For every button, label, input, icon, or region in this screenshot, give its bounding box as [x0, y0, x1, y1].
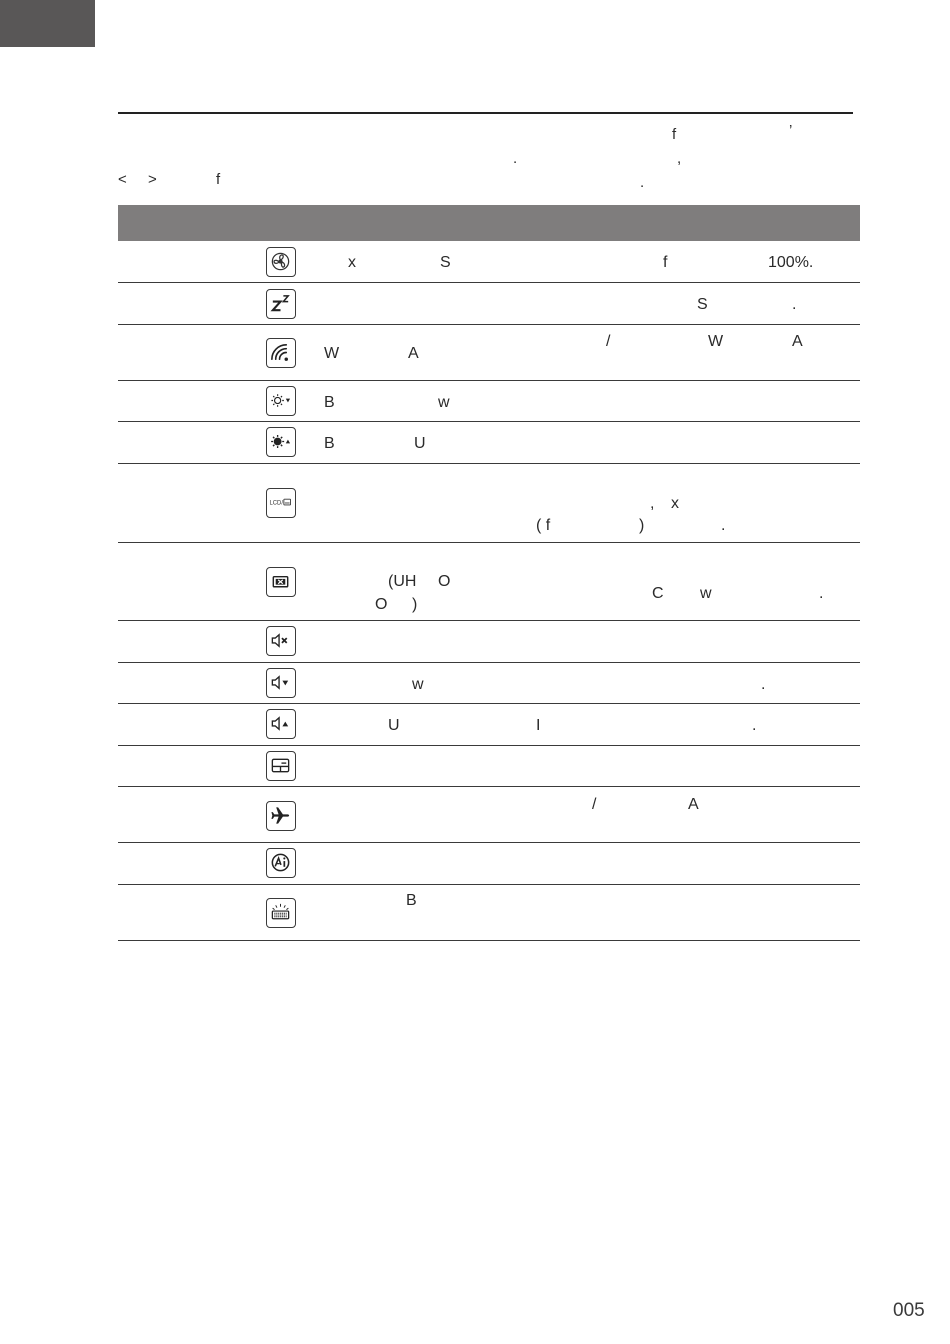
table-row [118, 704, 860, 746]
volume-up-icon [266, 709, 296, 739]
row-text: / [606, 333, 611, 350]
row-text: ) [639, 517, 645, 534]
touchpad-icon [266, 751, 296, 781]
brightness-down-icon [266, 386, 296, 416]
row-text: . [721, 517, 726, 534]
intro-text: f [216, 171, 221, 188]
row-text: . [761, 676, 766, 693]
row-text: . [752, 717, 757, 734]
fan-icon [266, 247, 296, 277]
lcd-display-switch-icon [266, 488, 296, 518]
row-text: . [819, 585, 824, 602]
row-text: C [652, 585, 664, 602]
page-number: 005 [893, 1300, 925, 1321]
display-off-icon [266, 567, 296, 597]
row-text: ) [412, 596, 418, 613]
row-text: A [688, 796, 699, 813]
intro-text: , [677, 150, 682, 167]
row-text: W [324, 345, 340, 362]
mute-icon [266, 626, 296, 656]
airplane-mode-icon [266, 801, 296, 831]
row-text: O [438, 573, 451, 590]
row-text: A [408, 345, 419, 362]
svg-text:LCD/: LCD/ [269, 500, 284, 507]
volume-down-icon [266, 668, 296, 698]
intro-text: ’ [789, 122, 793, 139]
row-text: . [792, 296, 797, 313]
row-text: w [438, 394, 450, 411]
row-text: S [440, 254, 451, 271]
table-row [118, 325, 860, 381]
table-row [118, 241, 860, 283]
intro-text: f [672, 126, 677, 143]
table-header [118, 205, 860, 241]
table-row [118, 381, 860, 422]
keyboard-backlight-icon [266, 898, 296, 928]
row-text: (UH [388, 573, 417, 590]
row-text: B [324, 394, 335, 411]
row-text: f [663, 254, 668, 271]
row-text: U [414, 435, 426, 452]
intro-text: . [513, 150, 518, 167]
table-row [118, 422, 860, 464]
table-row [118, 283, 860, 325]
row-text: , [650, 495, 655, 512]
row-text: B [324, 435, 335, 452]
row-text: U [388, 717, 400, 734]
row-text: x [671, 495, 679, 512]
table-row [118, 621, 860, 663]
row-text: W [708, 333, 724, 350]
row-text: I [536, 717, 541, 734]
sleep-zz-icon [266, 289, 296, 319]
intro-text: . [640, 174, 645, 191]
table-row [118, 464, 860, 543]
table-row [118, 543, 860, 621]
brightness-up-icon [266, 427, 296, 457]
corner-tab [0, 0, 95, 47]
table-row [118, 746, 860, 787]
table-row [118, 787, 860, 843]
intro-text: < [118, 171, 127, 188]
row-text: 100%. [768, 254, 814, 271]
ai-icon [266, 848, 296, 878]
table-row [118, 885, 860, 941]
wireless-icon [266, 338, 296, 368]
row-text: w [700, 585, 712, 602]
row-text: S [697, 296, 708, 313]
row-text: ( f [536, 517, 551, 534]
row-text: O [375, 596, 388, 613]
row-text: x [348, 254, 356, 271]
row-text: A [792, 333, 803, 350]
table-row [118, 843, 860, 885]
row-text: / [592, 796, 597, 813]
row-text: B [406, 892, 417, 909]
table-row [118, 663, 860, 704]
section-rule [118, 112, 853, 114]
row-text: w [412, 676, 424, 693]
intro-text: > [148, 171, 157, 188]
